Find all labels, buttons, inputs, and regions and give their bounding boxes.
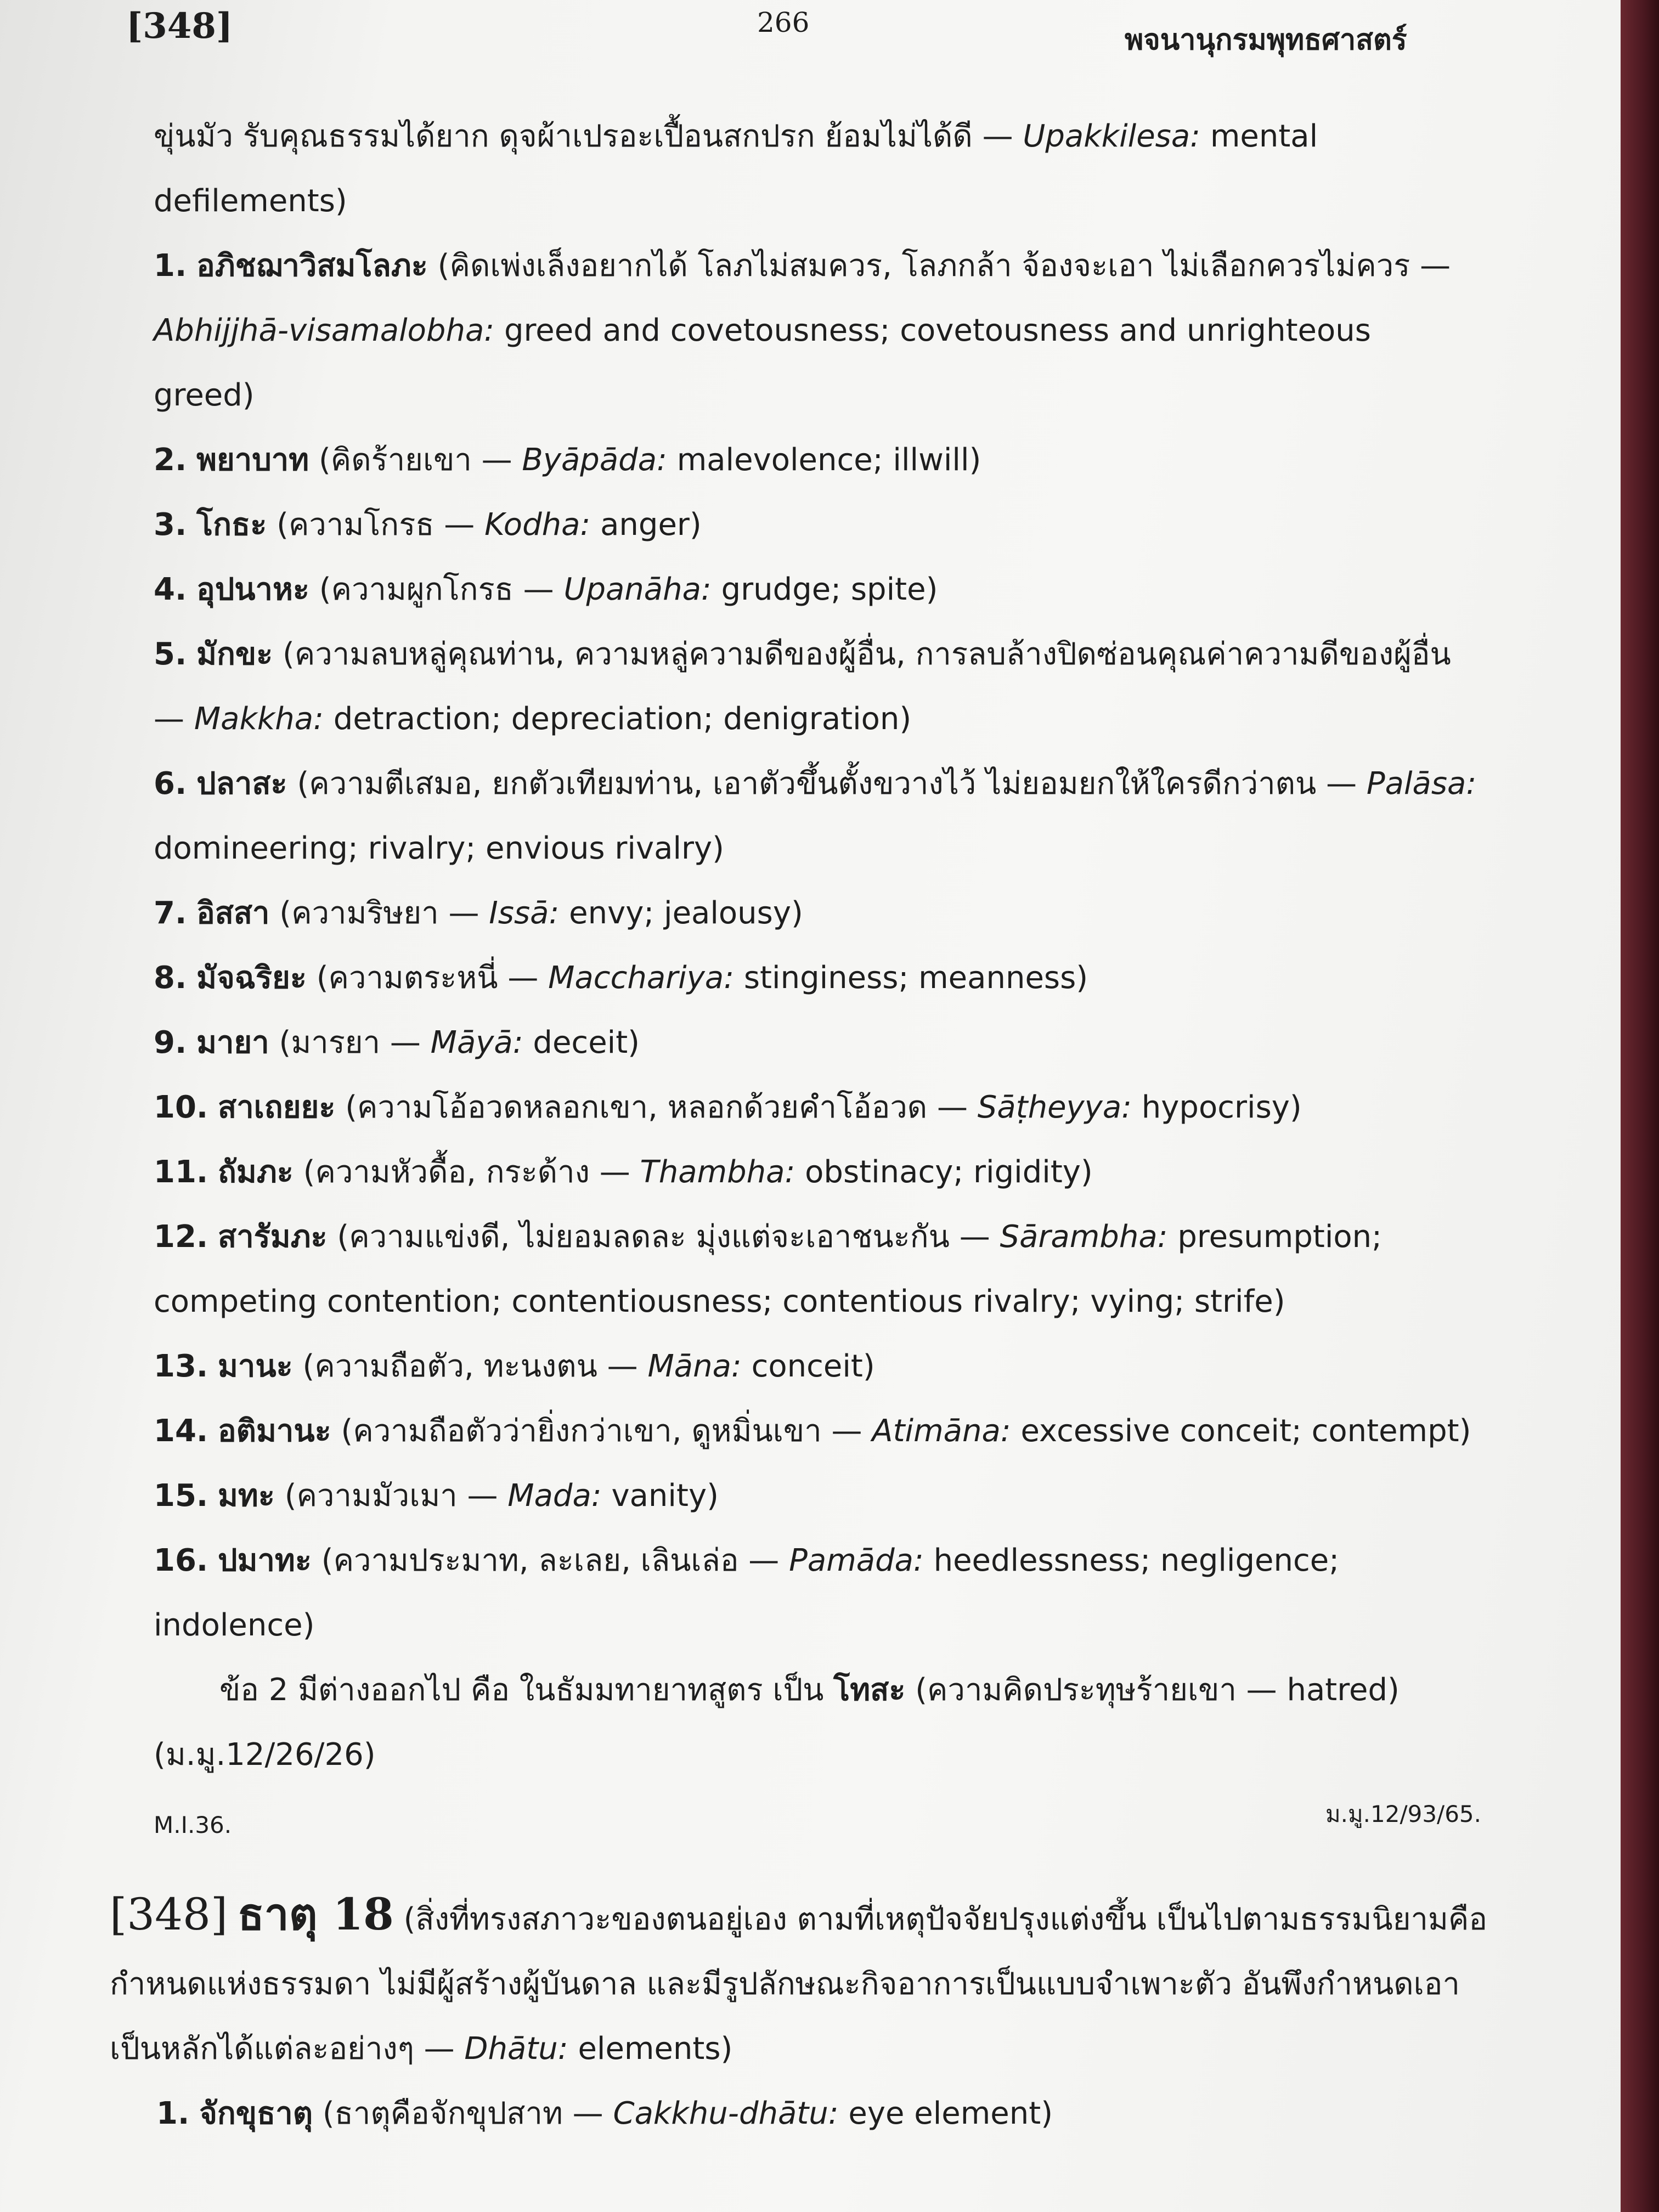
list-item: 13. มานะ (ความถือตัว, ทะนงตน — Māna: conceit) bbox=[154, 1348, 875, 1384]
page-header bbox=[0, 0, 1624, 66]
list-item: 1. จักขุธาตุ (ธาตุคือจักขุปสาท — Cakkhu-dhātu: eye element) bbox=[156, 2096, 1053, 2131]
ref-english: M.I.36. bbox=[154, 1812, 232, 1838]
list-item: 3. โกธะ (ความโกรธ — Kodha: anger) bbox=[154, 507, 702, 543]
entry-description: (สิ่งที่ทรงสภาวะของตนอยู่เอง ตามที่เหตุปัจจัยปรุงแต่งขึ้น เป็นไปตามธรรมนิยามคือกำหนดแห่งธรรมดา ไม่มีผู้สร้างผู้บันดาล และมีรูปลักษณะกิจอาการเป็นแบบจำเพาะตัว อันพึงกำหนดเอาเป็นหลักได้แต่ละอย่างๆ — bbox=[110, 1901, 1487, 2067]
list-item: 5. มักขะ (ความลบหลู่คุณท่าน, ความหลู่ความดีของผู้อื่น, การลบล้างปิดซ่อนคุณค่าความดีของผู้อื่น — Makkha: detraction; depreciation; denigration) bbox=[154, 636, 1451, 737]
intro-paragraph: ขุ่นมัว รับคุณธรรมได้ยาก ดุจผ้าเปรอะเปื้อนสกปรก ย้อมไม่ได้ดี — Upakkilesa: mental defilements) bbox=[154, 119, 1318, 219]
section-ref: [348] bbox=[126, 5, 233, 47]
entry-heading: [348] ธาตุ 18 (สิ่งที่ทรงสภาวะของตนอยู่เอง ตามที่เหตุปัจจัยปรุงแต่งขึ้น เป็นไปตามธรรมนิยามคือกำหนดแห่งธรรมดา ไม่มีผู้สร้างผู้บันดาล และมีรูปลักษณะกิจอาการเป็นแบบจำเพาะตัว อันพึงกำหนดเอาเป็นหลักได้แต่ละอย่างๆ — Dhātu: elements) bbox=[110, 1888, 1487, 2067]
entry-body bbox=[154, 104, 1481, 1842]
defilement-list bbox=[154, 234, 1481, 1658]
next-entry bbox=[110, 1882, 1492, 2146]
list-item: 14. อติมานะ (ความถือตัวว่ายิ่งกว่าเขา, ดูหมิ่นเขา — Atimāna: excessive conceit; contempt) bbox=[154, 1413, 1471, 1449]
list-item: 9. มายา (มารยา — Māyā: deceit) bbox=[154, 1025, 640, 1060]
ref-thai: ม.มู.12/93/65. bbox=[1325, 1801, 1481, 1827]
list-item: 2. พยาบาท (คิดร้ายเขา — Byāpāda: malevolence; illwill) bbox=[154, 442, 981, 478]
list-item: 10. สาเถยยะ (ความโอ้อวดหลอกเขา, หลอกด้วยคำโอ้อวด — Sāṭheyya: hypocrisy) bbox=[154, 1090, 1302, 1125]
book-title: พจนานุกรมพุทธศาสตร์ bbox=[1125, 24, 1407, 57]
book-spine bbox=[1621, 0, 1659, 2212]
references bbox=[154, 1793, 1481, 1842]
list-item: 7. อิสสา (ความริษยา — Issā: envy; jealousy) bbox=[154, 895, 803, 931]
page-number: 266 bbox=[757, 7, 810, 38]
list-item: 6. ปลาสะ (ความตีเสมอ, ยกตัวเทียมท่าน, เอาตัวขึ้นตั้งขวางไว้ ไม่ยอมยกให้ใครดีกว่าตน — Palāsa: domineering; rivalry; envious rivalry) bbox=[154, 766, 1477, 866]
list-item: 8. มัจฉริยะ (ความตระหนี่ — Macchariya: stinginess; meanness) bbox=[154, 960, 1088, 996]
list-item: 4. อุปนาหะ (ความผูกโกรธ — Upanāha: grudge; spite) bbox=[154, 572, 938, 607]
list-item: 1. อภิชฌาวิสมโลภะ (คิดเพ่งเล็งอยากได้ โลภไม่สมควร, โลภกล้า จ้องจะเอา ไม่เลือกควรไม่ควร — Abhijjhā-visamalobha: greed and covetousness; covetousness and unrighteous greed) bbox=[154, 248, 1451, 413]
list-item: 12. สารัมภะ (ความแข่งดี, ไม่ยอมลดละ มุ่งแต่จะเอาชนะกัน — Sārambha: presumption; competing contention; contentiousness; contentious rivalry; vying; strife) bbox=[154, 1219, 1383, 1319]
entry-id: [348] bbox=[110, 1889, 228, 1940]
entry-title: ธาตุ 18 bbox=[237, 1888, 394, 1940]
note-paragraph: ข้อ 2 มีต่างออกไป คือ ในธัมมทายาทสูตร เป็น โทสะ (ความคิดประทุษร้ายเขา — hatred) (ม.มู.12/26/26) bbox=[154, 1672, 1400, 1773]
list-item: 16. ปมาทะ (ความประมาท, ละเลย, เลินเล่อ — Pamāda: heedlessness; negligence; indolence) bbox=[154, 1543, 1340, 1643]
list-item: 11. ถัมภะ (ความหัวดื้อ, กระด้าง — Thambha: obstinacy; rigidity) bbox=[154, 1154, 1093, 1190]
list-item: 15. มทะ (ความมัวเมา — Mada: vanity) bbox=[154, 1478, 719, 1514]
